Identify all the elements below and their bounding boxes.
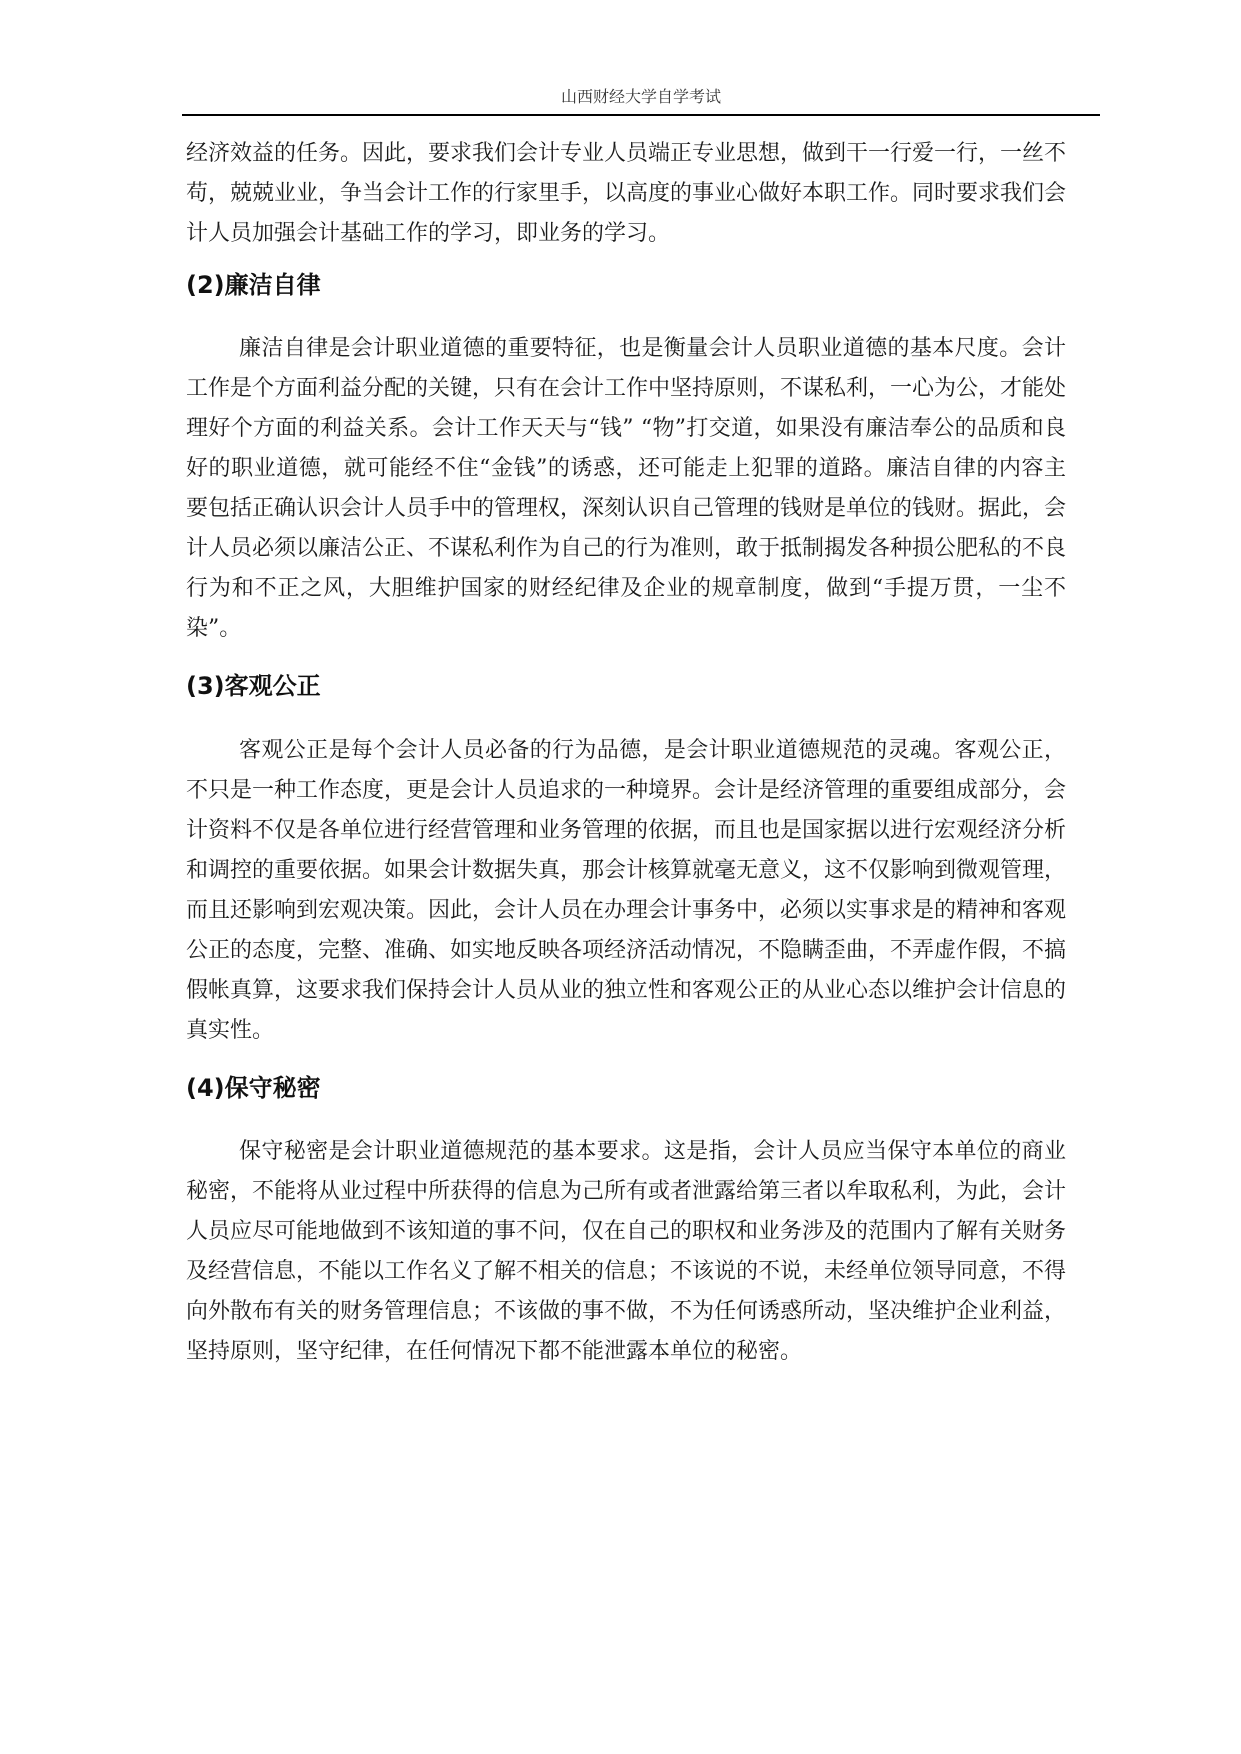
document-body: [186, 134, 1066, 1372]
header-divider: [182, 114, 1100, 116]
section-body-integrity: 廉洁自律是会计职业道德的重要特征，也是衡量会计人员职业道德的基本尺度。会计工作是个方面利益分配的关键，只有在会计工作中坚持原则，不谋私利，一心为公，才能处理好个方面的利益关系。会计工作天天与“钱” “物”打交道，如果没有廉洁奉公的品质和良好的职业道德，就可能经不住“金钱”的诱惑，还可能走上犯罪的道路。廉洁自律的内容主要包括正确认识会计人员手中的管理权，深刻认识自己管理的钱财是单位的钱财。据此，会计人员必须以廉洁公正、不谋私利作为自己的行为准则，敢于抵制揭发各种损公肥私的不良行为和不正之风，大胆维护国家的财经纪律及企业的规章制度，做到“手提万贯，一尘不染”。: [186, 336, 1067, 641]
intro-paragraph: 经济效益的任务。因此，要求我们会计专业人员端正专业思想，做到干一行爱一行，一丝不苟，兢兢业业，争当会计工作的行家里手，以高度的事业心做好本职工作。同时要求我们会计人员加强会计基础工作的学习，即业务的学习。: [186, 141, 1067, 246]
section-body-confidentiality: 保守秘密是会计职业道德规范的基本要求。这是指，会计人员应当保守本单位的商业秘密，不能将从业过程中所获得的信息为己所有或者泄露给第三者以牟取私利，为此，会计人员应尽可能地做到不该知道的事不问，仅在自己的职权和业务涉及的范围内了解有关财务及经营信息，不能以工作名义了解不相关的信息；不该说的不说，未经单位领导同意，不得向外散布有关的财务管理信息；不该做的事不做，不为任何诱惑所动，坚决维护企业利益，坚持原则，坚守纪律，在任何情况下都不能泄露本单位的秘密。: [186, 1139, 1067, 1364]
section-body-objectivity: 客观公正是每个会计人员必备的行为品德，是会计职业道德规范的灵魂。客观公正，不只是一种工作态度，更是会计人员追求的一种境界。会计是经济管理的重要组成部分，会计资料不仅是各单位进行经营管理和业务管理的依据，而且也是国家据以进行宏观经济分析和调控的重要依据。如果会计数据失真，那会计核算就毫无意义，这不仅影响到微观管理，而且还影响到宏观决策。因此，会计人员在办理会计事务中，必须以实事求是的精神和客观公正的态度，完整、准确、如实地反映各项经济活动情况，不隐瞒歪曲，不弄虚作假，不搞假帐真算，这要求我们保持会计人员从业的独立性和客观公正的从业心态以维护会计信息的真实性。: [186, 738, 1067, 1043]
section-title-objectivity: (3)客观公正: [186, 672, 321, 700]
section-title-integrity: (2)廉洁自律: [186, 271, 321, 299]
section-title-confidentiality: (4)保守秘密: [186, 1074, 321, 1102]
page-header-title: 山西财经大学自学考试: [560, 87, 721, 106]
